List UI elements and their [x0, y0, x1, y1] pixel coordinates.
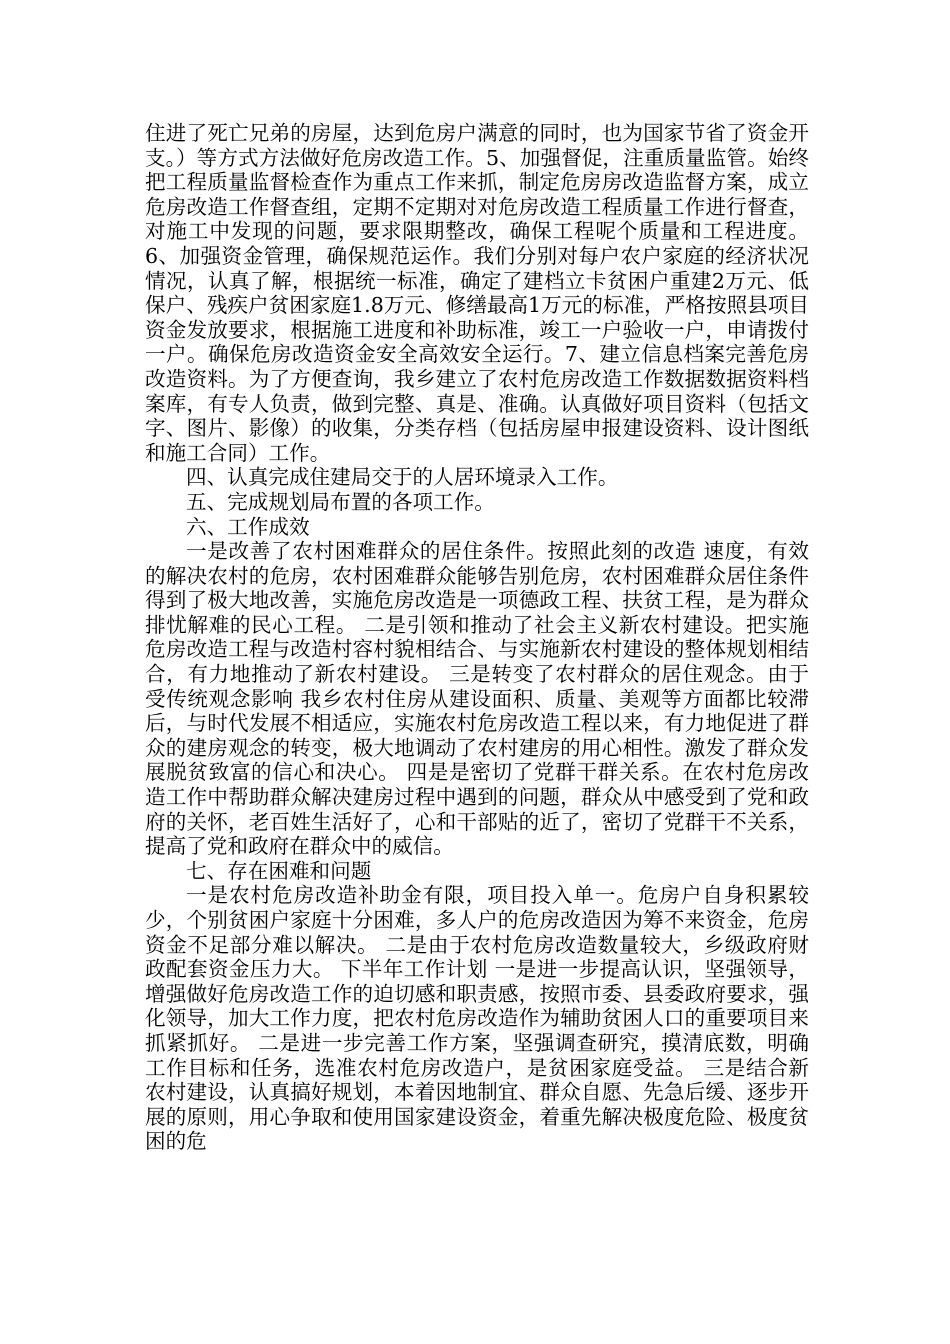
- paragraph-housing-work: 住进了死亡兄弟的房屋，达到危房户满意的同时，也为国家节省了资金开支。）等方式方法做好危房改造工作。5、加强督促，注重质量监管。始终把工程质量监督检查作为重点工作来抓，制定危房房改造监督方案，成立危房改造工作督查组，定期不定期对对危房改造工程质量工作进行督查，对施工中发现的问题，要求限期整改，确保工程呢个质量和工程进度。6、加强资金管理，确保规范运作。我们分别对每户农户家庭的经济状况情况，认真了解，根据统一标准，确定了建档立卡贫困户重建2万元、低保户、残疾户贫困家庭1.8万元、修缮最高1万元的标准，严格按照县项目资金发放要求，根据施工进度和补助标准，竣工一户验收一户，申请拨付一户。确保危房改造资金安全高效安全运行。7、建立信息档案完善危房改造资料。为了方便查询，我乡建立了农村危房改造工作数据数据资料档案库，有专人负责，做到完整、真是、准确。认真做好项目资料（包括文字、图片、影像）的收集，分类存档（包括房屋申报建设资料、设计图纸和施工合同）工作。: [145, 121, 809, 465]
- heading-section-7: 七、存在困难和问题: [186, 858, 372, 883]
- paragraph-work-results: 一是改善了农村困难群众的居住条件。按照此刻的改造 速度，有效的解决农村的危房，农村困难群众能够告别危房，农村困难群众居住条件得到了极大地改善，实施危房改造是一项德政工程、扶贫工程，是为群众排忧解难的民心工程。 二是引领和推动了社会主义新农村建设。把实施危房改造工程与改造村容村貌相结合、与实施新农村建设的整体规划相结合，有力地推动了新农村建设。 三是转变了农村群众的居住观念。由于受传统观念影响 我乡农村住房从建设面积、质量、美观等方面都比较滞后，与时代发展不相适应，实施农村危房改造工程以来，有力地促进了群众的建房观念的转变，极大地调动了农村建房的用心相性。激发了群众发展脱贫致富的信心和决心。 四是是密切了党群干群关系。在农村危房改造工作中帮助群众解决建房过程中遇到的问题，群众从中感受到了党和政府的关怀，老百姓生活好了，心和干部贴的近了，密切了党群干不关系，提高了党和政府在群众中的威信。: [145, 539, 809, 859]
- heading-section-4: 四、认真完成住建局交于的人居环境录入工作。: [186, 465, 619, 490]
- paragraph-difficulties: 一是农村危房改造补助金有限，项目投入单一。危房户自身积累较少，个别贫困户家庭十分困难，多人户的危房改造因为筹不来资金，危房资金不足部分难以解决。 二是由于农村危房改造数量较大，乡级政府财政配套资金压力大。 下半年工作计划 一是进一步提高认识，坚强领导，增强做好危房改造工作的迫切感和职责感，按照市委、县委政府要求，强化领导，加大工作力度，把农村危房改造作为辅助贫困人口的重要项目来抓紧抓好。 二是进一步完善工作方案，坚强调查研究，摸清底数，明确工作目标和任务，选准农村危房改造户，是贫困家庭受益。 三是结合新农村建设，认真搞好规划，本着因地制宜、群众自愿、先急后缓、逐步开展的原则，用心争取和使用国家建设资金，着重先解决极度危险、极度贫困的危: [145, 883, 809, 1154]
- document-body: [145, 121, 809, 1154]
- heading-section-6: 六、工作成效: [186, 514, 310, 539]
- heading-section-5: 五、完成规划局布置的各项工作。: [186, 489, 495, 514]
